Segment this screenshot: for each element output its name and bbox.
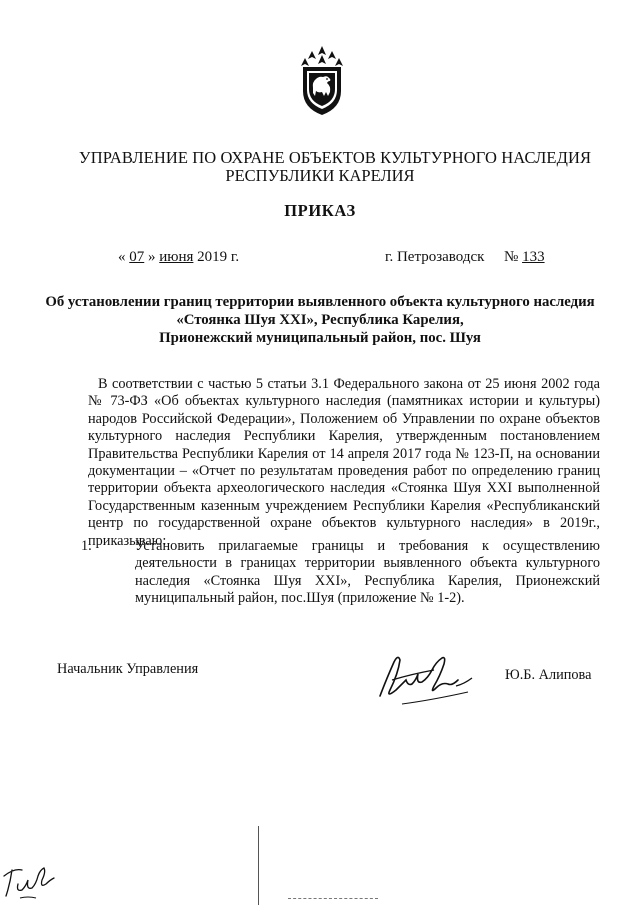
subject-line2: «Стоянка Шуя XXI», Республика Карелия, (176, 312, 464, 328)
item-number: 1. (81, 538, 92, 554)
organization-name-line2: РЕСПУБЛИКИ КАРЕЛИЯ (225, 166, 415, 185)
item-text: Установить прилагаемые границы и требования к осуществлению деятельности в границах территории выявленного объекта культурного наследия «Стоянка Шуя XXI», Республика Карелия, Прионежский муниципальный район, пос.Шуя (приложение № 1-2). (135, 538, 600, 607)
date-year: 2019 г. (193, 249, 240, 265)
handwritten-signature (372, 640, 482, 710)
number-sign: № (504, 249, 523, 265)
document-title: ПРИКАЗ (284, 201, 356, 220)
subject-line1: Об установлении границ территории выявленного объекта культурного наследия (45, 294, 595, 310)
preamble-paragraph (88, 376, 600, 550)
bottom-dash-line (288, 898, 378, 900)
date-day: 07 (129, 249, 145, 265)
order-number (504, 249, 545, 266)
signer-name: Ю.Б. Алипова (505, 667, 592, 683)
date-close-quote: » (144, 249, 160, 265)
subject-line3: Прионежский муниципальный район, пос. Шуя (159, 330, 481, 346)
order-date (118, 249, 239, 266)
order-city: г. Петрозаводск (385, 249, 485, 265)
number-value: 133 (522, 249, 545, 265)
coat-of-arms-emblem (300, 46, 344, 116)
handwritten-initials (0, 858, 60, 904)
date-open-quote: « (118, 249, 130, 265)
date-month: июня (159, 249, 194, 265)
margin-line (258, 826, 259, 905)
signer-position: Начальник Управления (57, 661, 199, 677)
preamble-text: В соответствии с частью 5 статьи 3.1 Федерального закона от 25 июня 2002 года № 73-ФЗ «Об объектах культурного наследия (памятниках истории и культуры) народов Российской Федерации», Положением об Управлении по охране объектов культурного наследия Республики Карелия, утвержденным постановлением Правительства Республики Карелия от 14 апреля 2017 года № 123-П, на основании документации – «Отчет по результатам проведения работ по определению границ территории объекта археологического наследия «Стоянка Шуя XXI выполненной Государственным казенным учреждением Республики Карелия «Республиканский центр по государственной охране объектов культурного наследия» в 2019г., приказываю: (88, 376, 600, 549)
organization-name-line1: УПРАВЛЕНИЕ ПО ОХРАНЕ ОБЪЕКТОВ КУЛЬТУРНОГО НАСЛЕДИЯ (78, 148, 592, 167)
